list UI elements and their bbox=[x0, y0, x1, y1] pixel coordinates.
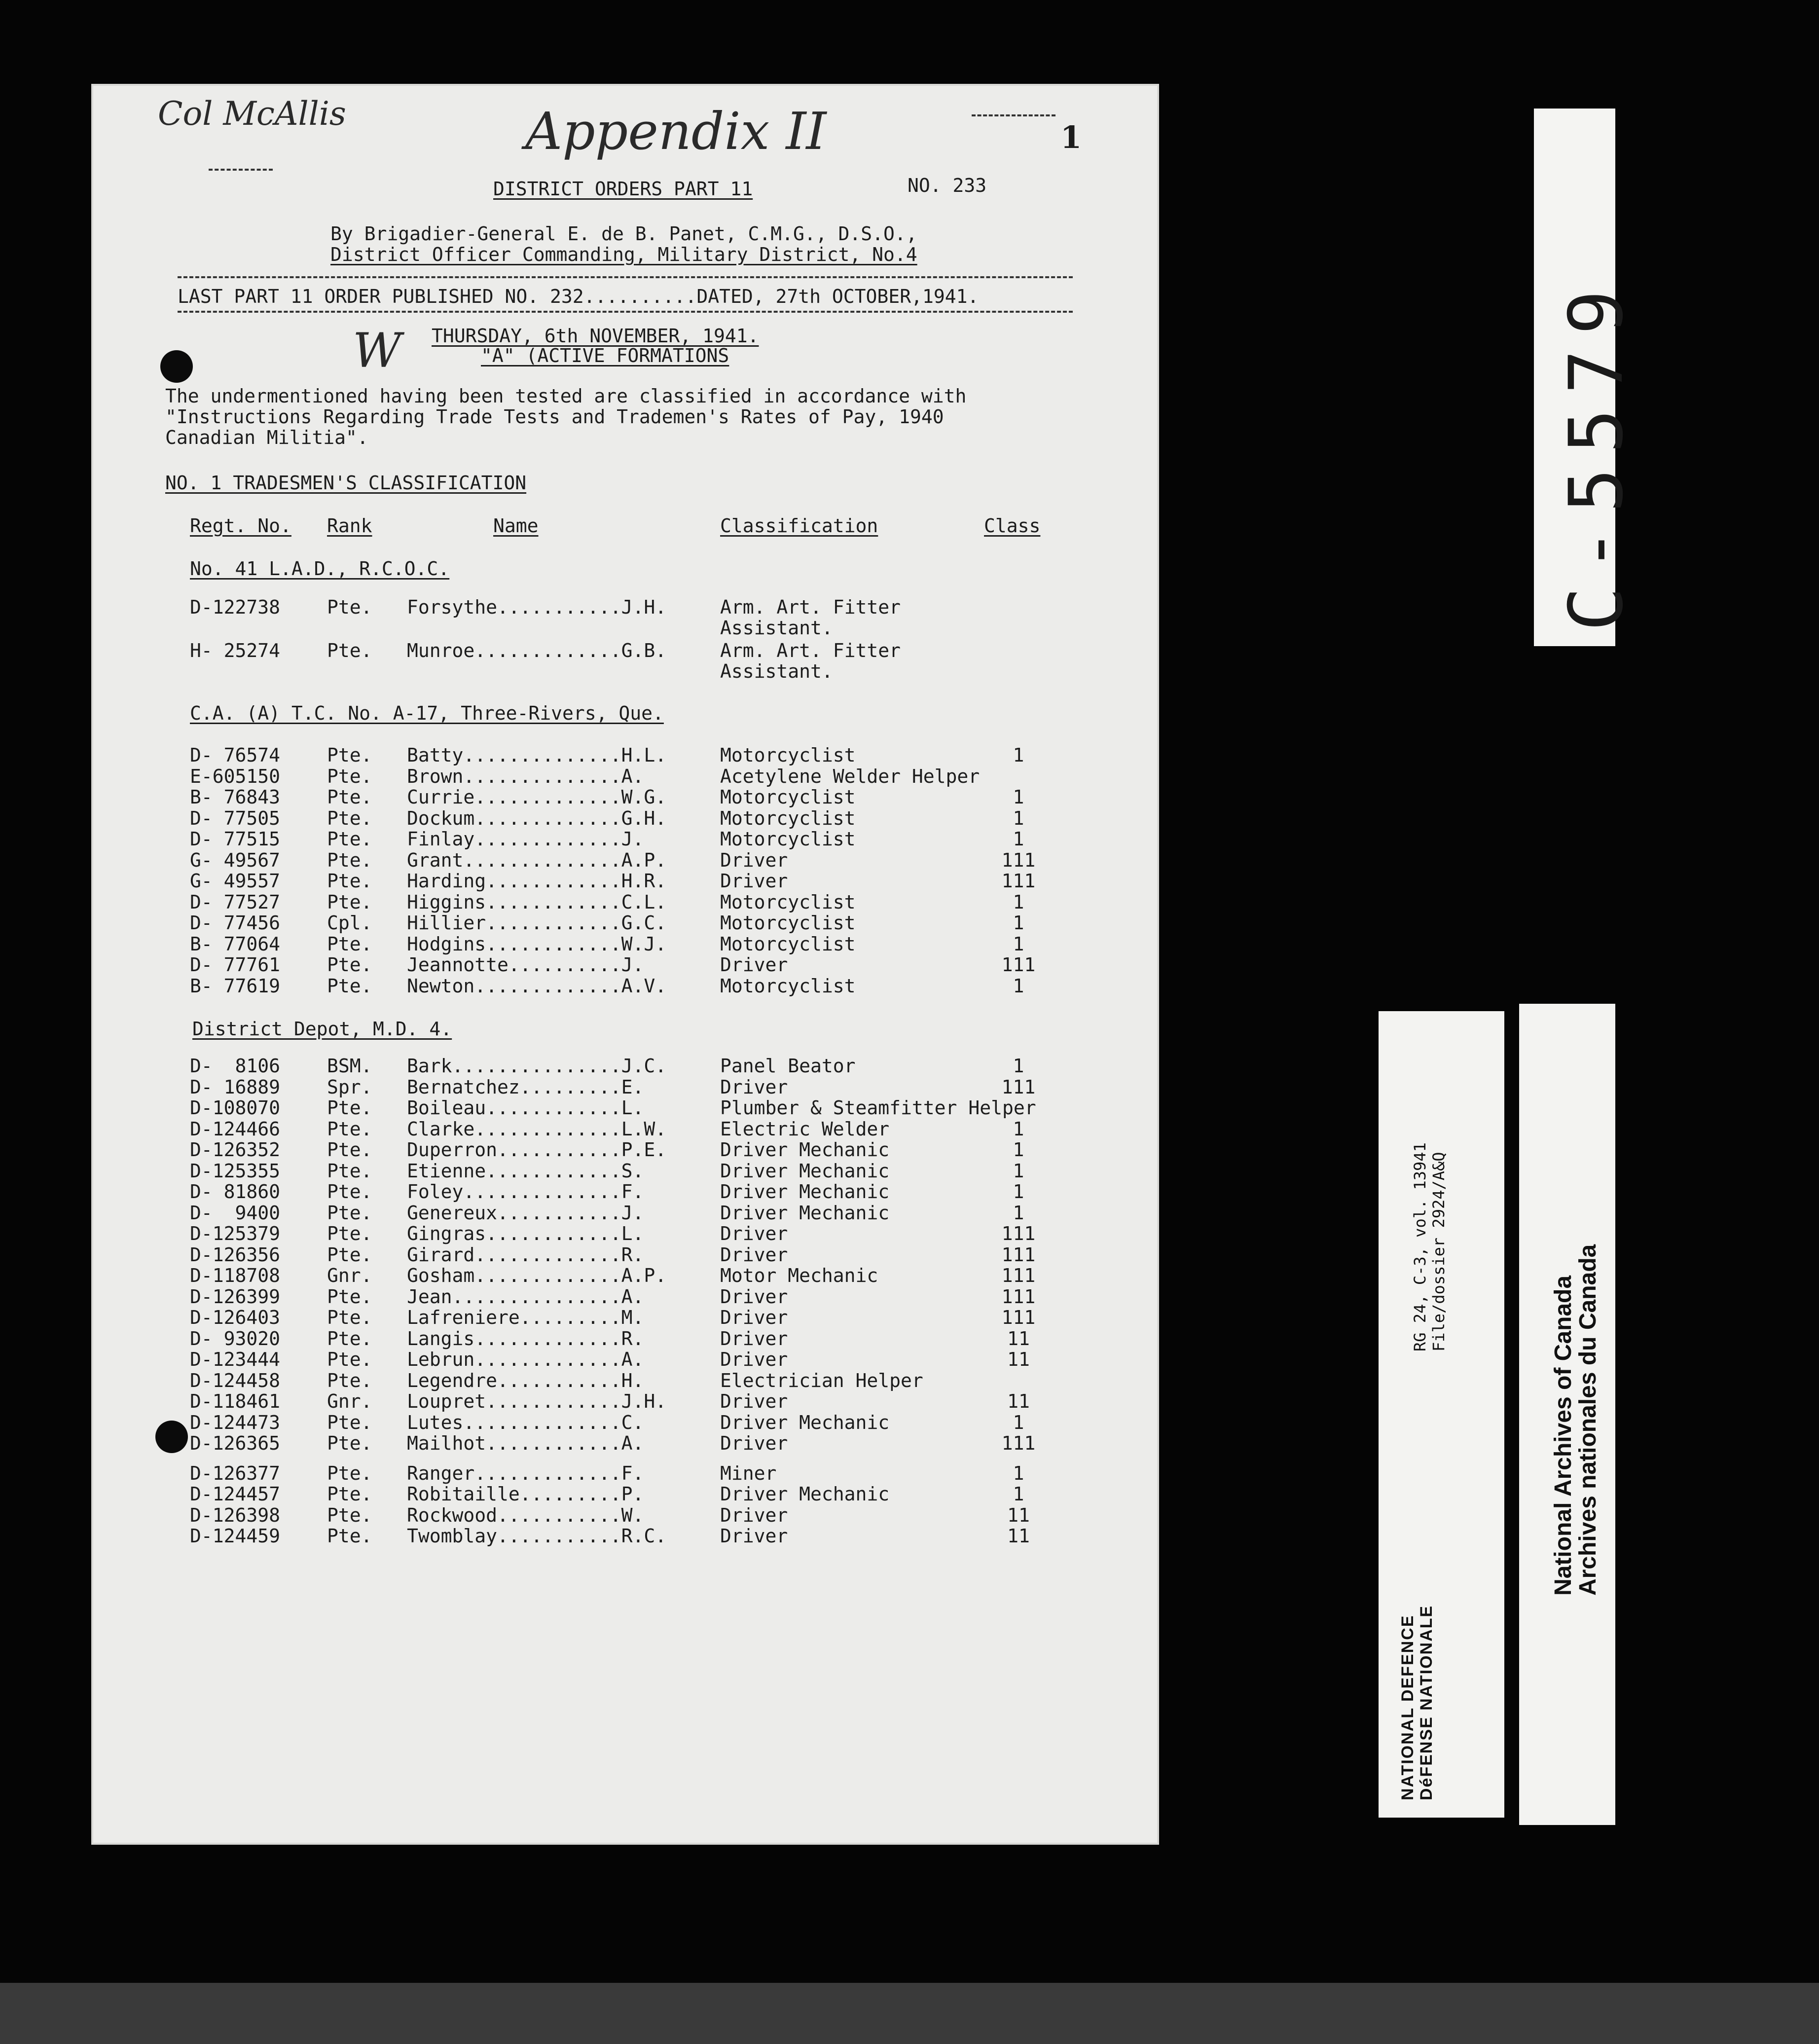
classification: Driver Mechanic bbox=[720, 1160, 890, 1182]
classification: Driver Mechanic bbox=[720, 1483, 890, 1505]
class-level: 111 bbox=[1001, 954, 1036, 976]
classification: Driver bbox=[720, 1243, 788, 1266]
soldier-name: Legendre...........H. bbox=[407, 1369, 644, 1391]
class-level: 1 bbox=[1013, 1462, 1024, 1484]
soldier-name: Etienne............S. bbox=[407, 1160, 644, 1182]
soldier-name: Genereux...........J. bbox=[407, 1202, 644, 1224]
class-level: 1 bbox=[1013, 807, 1024, 829]
regt-no: B- 76843 bbox=[190, 786, 281, 808]
class-level: 1 bbox=[1013, 912, 1024, 934]
table-row bbox=[91, 1349, 1159, 1370]
order-title: DISTRICT ORDERS PART 11 bbox=[493, 178, 753, 200]
rank: Pte. bbox=[327, 640, 372, 661]
table-row bbox=[91, 1463, 1159, 1484]
rank: Pte. bbox=[327, 1118, 372, 1140]
table-row bbox=[91, 1119, 1159, 1139]
separator bbox=[178, 276, 1073, 278]
last-order-line: LAST PART 11 ORDER PUBLISHED NO. 232..........DATED, 27th OCTOBER,1941. bbox=[178, 286, 979, 307]
table-row bbox=[91, 1203, 1159, 1223]
order-date: THURSDAY, 6th NOVEMBER, 1941. bbox=[432, 325, 759, 347]
classification: Motorcyclist bbox=[720, 786, 856, 808]
regt-no: D-125379 bbox=[190, 1223, 281, 1244]
regt-no: D- 77761 bbox=[190, 954, 281, 976]
separator bbox=[178, 311, 1073, 313]
class-level: 11 bbox=[1007, 1327, 1030, 1350]
unit-heading: C.A. (A) T.C. No. A-17, Three-Rivers, Que. bbox=[190, 702, 664, 724]
class-level: 111 bbox=[1001, 1265, 1036, 1286]
table-row bbox=[91, 829, 1159, 849]
table-row bbox=[91, 745, 1159, 766]
class-level: 111 bbox=[1001, 1285, 1036, 1308]
classification: Driver Mechanic bbox=[720, 1202, 890, 1224]
soldier-name: Dockum.............G.H. bbox=[407, 807, 667, 829]
regt-no: B- 77619 bbox=[190, 975, 281, 997]
classification: Acetylene Welder Helper bbox=[720, 765, 980, 787]
class-level: 1 bbox=[1013, 891, 1024, 913]
archives-fr: Archives nationales du Canada bbox=[1575, 1244, 1601, 1596]
table-row bbox=[91, 1139, 1159, 1160]
classification: Driver bbox=[720, 1504, 788, 1526]
regt-no: D-126398 bbox=[190, 1504, 281, 1526]
table-row bbox=[91, 1077, 1159, 1097]
regt-no: D-108070 bbox=[190, 1097, 281, 1119]
column-header-row bbox=[91, 515, 1159, 536]
classification: Driver Mechanic bbox=[720, 1181, 890, 1203]
soldier-name: Girard.............R. bbox=[407, 1243, 644, 1266]
col-regt-no: Regt. No. bbox=[190, 515, 291, 537]
dash-mark bbox=[972, 114, 1055, 116]
rank: Cpl. bbox=[327, 912, 372, 934]
document-page bbox=[91, 84, 1159, 1845]
classification: Driver bbox=[720, 1076, 788, 1098]
table-row bbox=[91, 954, 1159, 975]
table-row bbox=[91, 934, 1159, 954]
rank: Pte. bbox=[327, 954, 372, 976]
archives-en: National Archives of Canada bbox=[1550, 1275, 1576, 1596]
rank: Pte. bbox=[327, 1097, 372, 1119]
formation-heading: "A" (ACTIVE FORMATIONS bbox=[481, 345, 729, 366]
soldier-name: Robitaille.........P. bbox=[407, 1483, 644, 1505]
classification: Driver bbox=[720, 1432, 788, 1454]
classification: Motorcyclist bbox=[720, 933, 856, 955]
soldier-name: Lebrun.............A. bbox=[407, 1349, 644, 1370]
col-rank: Rank bbox=[327, 515, 372, 537]
classification: Motorcyclist bbox=[720, 828, 856, 850]
classification: Assistant. bbox=[720, 617, 833, 639]
table-row bbox=[91, 1505, 1159, 1526]
table-row bbox=[91, 787, 1159, 807]
rank: Pte. bbox=[327, 1202, 372, 1224]
national-defence-label bbox=[1379, 1011, 1504, 1818]
classification: Driver bbox=[720, 1307, 788, 1328]
rank: Pte. bbox=[327, 1160, 372, 1182]
scanner-band bbox=[0, 1983, 1819, 2044]
rank: Pte. bbox=[327, 1327, 372, 1350]
national-archives-label bbox=[1519, 1004, 1615, 1825]
regt-no: D-126377 bbox=[190, 1462, 281, 1484]
soldier-name: Forsythe...........J.H. bbox=[407, 596, 667, 618]
handwritten-note: Col McAllis bbox=[158, 95, 346, 133]
regt-no: D-124473 bbox=[190, 1411, 281, 1433]
punch-hole bbox=[160, 350, 193, 383]
table-row bbox=[91, 597, 1159, 618]
regt-no: D-126356 bbox=[190, 1243, 281, 1266]
intro-text: Canadian Militia". bbox=[165, 427, 368, 448]
regt-no: D-126399 bbox=[190, 1285, 281, 1308]
table-row bbox=[91, 1161, 1159, 1181]
rank: Pte. bbox=[327, 1285, 372, 1308]
table-row bbox=[91, 1433, 1159, 1454]
regt-no: D-126403 bbox=[190, 1307, 281, 1328]
class-level: 1 bbox=[1013, 1139, 1024, 1161]
soldier-name: Lafreniere.........M. bbox=[407, 1307, 644, 1328]
regt-no: D-125355 bbox=[190, 1160, 281, 1182]
soldier-name: Gingras............L. bbox=[407, 1223, 644, 1244]
dash-mark bbox=[209, 169, 273, 171]
class-level: 1 bbox=[1013, 1181, 1024, 1203]
regt-no: D-124458 bbox=[190, 1369, 281, 1391]
classification: Motorcyclist bbox=[720, 975, 856, 997]
rank: Pte. bbox=[327, 1504, 372, 1526]
soldier-name: Bernatchez.........E. bbox=[407, 1076, 644, 1098]
table-row bbox=[91, 808, 1159, 829]
rank: Pte. bbox=[327, 596, 372, 618]
regt-no: D- 76574 bbox=[190, 744, 281, 766]
rank: Pte. bbox=[327, 1369, 372, 1391]
soldier-name: Twomblay...........R.C. bbox=[407, 1525, 667, 1547]
soldier-name: Bark...............J.C. bbox=[407, 1055, 667, 1077]
classification: Driver Mechanic bbox=[720, 1139, 890, 1161]
regt-no: D- 77527 bbox=[190, 891, 281, 913]
soldier-name: Clarke.............L.W. bbox=[407, 1118, 667, 1140]
classification: Electrician Helper bbox=[720, 1369, 923, 1391]
rank: Pte. bbox=[327, 975, 372, 997]
classification: Driver bbox=[720, 1327, 788, 1350]
soldier-name: Batty..............H.L. bbox=[407, 744, 667, 766]
class-level: 111 bbox=[1001, 1243, 1036, 1266]
classification: Panel Beator bbox=[720, 1055, 856, 1077]
table-row bbox=[91, 976, 1159, 996]
handwritten-check: W bbox=[353, 323, 401, 378]
issued-by-line: District Officer Commanding, Military District, No.4 bbox=[330, 244, 917, 265]
class-level: 11 bbox=[1007, 1349, 1030, 1370]
table-row bbox=[91, 1484, 1159, 1504]
regt-no: D-118708 bbox=[190, 1265, 281, 1286]
classification: Driver bbox=[720, 1390, 788, 1412]
class-level: 1 bbox=[1013, 1118, 1024, 1140]
regt-no: E-605150 bbox=[190, 765, 281, 787]
rank: Pte. bbox=[327, 828, 372, 850]
class-level: 1 bbox=[1013, 786, 1024, 808]
regt-no: D- 77515 bbox=[190, 828, 281, 850]
punch-hole bbox=[155, 1421, 188, 1453]
table-row bbox=[91, 1328, 1159, 1349]
classification: Electric Welder bbox=[720, 1118, 890, 1140]
rank: Pte. bbox=[327, 1349, 372, 1370]
soldier-name: Foley..............F. bbox=[407, 1181, 644, 1203]
rank: Pte. bbox=[327, 1223, 372, 1244]
regt-no: D-124457 bbox=[190, 1483, 281, 1505]
soldier-name: Higgins............C.L. bbox=[407, 891, 667, 913]
table-row-continuation bbox=[91, 618, 1159, 638]
table-row bbox=[91, 1526, 1159, 1546]
table-row bbox=[91, 912, 1159, 933]
class-level: 1 bbox=[1013, 1160, 1024, 1182]
soldier-name: Ranger.............F. bbox=[407, 1462, 644, 1484]
order-number: NO. 233 bbox=[908, 175, 987, 196]
table-row bbox=[91, 1370, 1159, 1391]
rank: Pte. bbox=[327, 849, 372, 871]
section-title: NO. 1 TRADESMEN'S CLASSIFICATION bbox=[165, 472, 527, 494]
classification: Assistant. bbox=[720, 660, 833, 682]
rank: Pte. bbox=[327, 1411, 372, 1433]
dept-fr: DéFENSE NATIONALE bbox=[1417, 1605, 1436, 1800]
dept-en: NATIONAL DEFENCE bbox=[1398, 1614, 1417, 1800]
table-row bbox=[91, 892, 1159, 912]
regt-no: D-126352 bbox=[190, 1139, 281, 1161]
rank: Pte. bbox=[327, 891, 372, 913]
regt-no: G- 49567 bbox=[190, 849, 281, 871]
class-level: 1 bbox=[1013, 1055, 1024, 1077]
table-row bbox=[91, 1181, 1159, 1202]
table-row bbox=[91, 766, 1159, 787]
regt-no: D-118461 bbox=[190, 1390, 281, 1412]
rank: Pte. bbox=[327, 744, 372, 766]
soldier-name: Loupret............J.H. bbox=[407, 1390, 667, 1412]
rank: Pte. bbox=[327, 1525, 372, 1547]
table-row bbox=[91, 871, 1159, 891]
col-class: Class bbox=[984, 515, 1041, 537]
class-level: 1 bbox=[1013, 828, 1024, 850]
class-level: 1 bbox=[1013, 933, 1024, 955]
class-level: 111 bbox=[1001, 849, 1036, 871]
classification: Motorcyclist bbox=[720, 744, 856, 766]
classification: Driver bbox=[720, 1525, 788, 1547]
classification: Arm. Art. Fitter bbox=[720, 596, 901, 618]
regt-no: D-126365 bbox=[190, 1432, 281, 1454]
class-level: 1 bbox=[1013, 1483, 1024, 1505]
classification: Driver Mechanic bbox=[720, 1411, 890, 1433]
regt-no: D- 8106 bbox=[190, 1055, 281, 1077]
rank: Pte. bbox=[327, 1462, 372, 1484]
table-row bbox=[91, 850, 1159, 871]
soldier-name: Jean...............A. bbox=[407, 1285, 644, 1308]
table-row bbox=[91, 1097, 1159, 1118]
class-level: 111 bbox=[1001, 1076, 1036, 1098]
classification: Driver bbox=[720, 1349, 788, 1370]
intro-text: "Instructions Regarding Trade Tests and Trademen's Rates of Pay, 1940 bbox=[165, 406, 944, 428]
class-level: 1 bbox=[1013, 1411, 1024, 1433]
rank: Pte. bbox=[327, 870, 372, 892]
table-row bbox=[91, 1223, 1159, 1244]
reel-number-label bbox=[1534, 109, 1639, 646]
regt-no: D- 9400 bbox=[190, 1202, 281, 1224]
soldier-name: Duperron...........P.E. bbox=[407, 1139, 667, 1161]
soldier-name: Hillier............G.C. bbox=[407, 912, 667, 934]
regt-no: D- 81860 bbox=[190, 1181, 281, 1203]
table-row bbox=[91, 1286, 1159, 1307]
class-level: 111 bbox=[1001, 1307, 1036, 1328]
classification: Motorcyclist bbox=[720, 912, 856, 934]
unit-heading: District Depot, M.D. 4. bbox=[192, 1018, 452, 1040]
col-classification: Classification bbox=[720, 515, 878, 537]
rank: Pte. bbox=[327, 807, 372, 829]
classification: Driver bbox=[720, 870, 788, 892]
rank: Pte. bbox=[327, 1139, 372, 1161]
class-level: 11 bbox=[1007, 1504, 1030, 1526]
unit-heading: No. 41 L.A.D., R.C.O.C. bbox=[190, 558, 450, 580]
rank: Pte. bbox=[327, 1307, 372, 1328]
rank: Spr. bbox=[327, 1076, 372, 1098]
classification: Driver bbox=[720, 1223, 788, 1244]
class-level: 11 bbox=[1007, 1525, 1030, 1547]
rank: Pte. bbox=[327, 765, 372, 787]
regt-no: D- 77456 bbox=[190, 912, 281, 934]
classification: Driver bbox=[720, 1285, 788, 1308]
table-row bbox=[91, 1307, 1159, 1328]
soldier-name: Gosham.............A.P. bbox=[407, 1265, 667, 1286]
regt-no: G- 49557 bbox=[190, 870, 281, 892]
soldier-name: Newton.............A.V. bbox=[407, 975, 667, 997]
class-level: 11 bbox=[1007, 1390, 1030, 1412]
col-name: Name bbox=[493, 515, 539, 537]
rank: Gnr. bbox=[327, 1265, 372, 1286]
regt-no: B- 77064 bbox=[190, 933, 281, 955]
archive-reference: RG 24, C-3, vol. 13941 bbox=[1411, 1142, 1429, 1351]
classification: Plumber & Steamfitter Helper bbox=[720, 1097, 1036, 1119]
table-row bbox=[91, 1265, 1159, 1286]
rank: Pte. bbox=[327, 933, 372, 955]
rank: Pte. bbox=[327, 1483, 372, 1505]
classification: Driver bbox=[720, 954, 788, 976]
classification: Motorcyclist bbox=[720, 807, 856, 829]
page-number: 1 bbox=[1060, 119, 1082, 155]
classification: Miner bbox=[720, 1462, 777, 1484]
issued-by-line: By Brigadier-General E. de B. Panet, C.M.G., D.S.O., bbox=[330, 223, 917, 245]
rank: Pte. bbox=[327, 1432, 372, 1454]
reel-number: C-5579 bbox=[1554, 275, 1639, 631]
regt-no: D- 93020 bbox=[190, 1327, 281, 1350]
handwritten-appendix-title: Appendix II bbox=[525, 101, 827, 161]
regt-no: D-123444 bbox=[190, 1349, 281, 1370]
class-level: 1 bbox=[1013, 975, 1024, 997]
table-row bbox=[91, 640, 1159, 661]
classification: Motorcyclist bbox=[720, 891, 856, 913]
table-row bbox=[91, 1244, 1159, 1265]
soldier-name: Harding............H.R. bbox=[407, 870, 667, 892]
soldier-name: Lutes..............C. bbox=[407, 1411, 644, 1433]
regt-no: D-124459 bbox=[190, 1525, 281, 1547]
classification: Motor Mechanic bbox=[720, 1265, 878, 1286]
soldier-name: Finlay.............J. bbox=[407, 828, 644, 850]
regt-no: D-124466 bbox=[190, 1118, 281, 1140]
class-level: 111 bbox=[1001, 1432, 1036, 1454]
table-row bbox=[91, 1056, 1159, 1076]
classification: Arm. Art. Fitter bbox=[720, 640, 901, 661]
regt-no: D- 77505 bbox=[190, 807, 281, 829]
soldier-name: Jeannotte..........J. bbox=[407, 954, 644, 976]
soldier-name: Grant..............A.P. bbox=[407, 849, 667, 871]
regt-no: H- 25274 bbox=[190, 640, 281, 661]
archive-reference: File/dossier 2924/A&Q bbox=[1429, 1152, 1448, 1351]
table-row-continuation bbox=[91, 661, 1159, 682]
soldier-name: Mailhot............A. bbox=[407, 1432, 644, 1454]
table-row bbox=[91, 1391, 1159, 1412]
class-level: 111 bbox=[1001, 870, 1036, 892]
soldier-name: Brown..............A. bbox=[407, 765, 644, 787]
rank: BSM. bbox=[327, 1055, 372, 1077]
soldier-name: Currie.............W.G. bbox=[407, 786, 667, 808]
soldier-name: Boileau............L. bbox=[407, 1097, 644, 1119]
class-level: 1 bbox=[1013, 1202, 1024, 1224]
rank: Pte. bbox=[327, 1181, 372, 1203]
regt-no: D- 16889 bbox=[190, 1076, 281, 1098]
soldier-name: Hodgins............W.J. bbox=[407, 933, 667, 955]
classification: Driver bbox=[720, 849, 788, 871]
class-level: 1 bbox=[1013, 744, 1024, 766]
rank: Pte. bbox=[327, 1243, 372, 1266]
class-level: 111 bbox=[1001, 1223, 1036, 1244]
soldier-name: Munroe.............G.B. bbox=[407, 640, 667, 661]
regt-no: D-122738 bbox=[190, 596, 281, 618]
soldier-name: Rockwood...........W. bbox=[407, 1504, 644, 1526]
soldier-name: Langis.............R. bbox=[407, 1327, 644, 1350]
rank: Pte. bbox=[327, 786, 372, 808]
table-row bbox=[91, 1412, 1159, 1433]
rank: Gnr. bbox=[327, 1390, 372, 1412]
intro-text: The undermentioned having been tested are classified in accordance with bbox=[165, 385, 967, 407]
